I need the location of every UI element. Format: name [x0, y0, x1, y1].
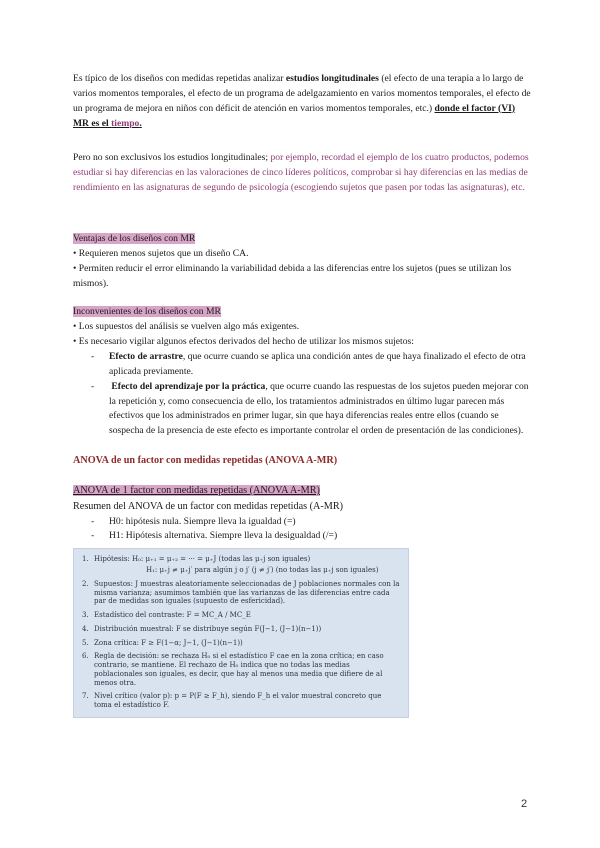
list-item: • Requieren menos sujetos que un diseño CA. [73, 247, 249, 259]
intro-paragraph-1: Es típico de los diseños con medidas repetidas analizar estudios longitudinales (el efecto de una terapia a lo largo de varios momentos temporales, el efecto de un programa de adelgazamiento en varios momentos temporales, el efecto de un programa de mejora en niños con déficit de atención en varios momentos temporales, etc.) donde el factor (VI) MR es el tiempo. [73, 73, 531, 129]
dash-item: - Efecto del aprendizaje por la práctica, que ocurre cuando las respuestas de los sujetos pueden mejorar con la repetición y, como consecuencia de ello, los tratamientos administrados en último lugar parecen más efectivos que los administrados en primer lugar, sin que haya diferencias reales entre ellos (cuando se sospecha de la presencia de este efecto es importante controlar el orden de presentación de las condiciones). [91, 380, 529, 437]
ventajas-section [73, 232, 533, 291]
section-title: Inconvenientes de los diseños con MR [73, 306, 221, 318]
list-item: • Permiten reducir el error eliminando la variabilidad debida a las diferencias entre los sujetos (pues se utilizan los mismos). [73, 262, 512, 289]
inconvenientes-section [73, 305, 533, 439]
page-number: 2 [521, 798, 528, 810]
dash-item: - H1: Hipótesis alternativa. Siempre lleva la desigualdad (/=) [91, 530, 338, 542]
document-page [73, 72, 533, 718]
anova-summary: Resumen del ANOVA de un factor con medidas repetidas (A-MR) [73, 500, 344, 512]
list-item: • Los supuestos del análisis se vuelven algo más exigentes. [73, 321, 300, 333]
list-item: • Es necesario vigilar algunos efectos derivados del hecho de utilizar los mismos sujetos: [73, 336, 414, 348]
highlight-term: tiempo [111, 117, 140, 129]
anova-subheading: ANOVA de 1 factor con medidas repetidas (ANOVA A-MR) [73, 485, 320, 496]
dash-item: - H0: hipótesis nula. Siempre lleva la igualdad (=) [91, 515, 296, 527]
intro-paragraph-2: Pero no son exclusivos los estudios longitudinales; por ejemplo, recordad el ejemplo de los cuatro productos, podemos estudiar si hay diferencias en las valoraciones de cinco líderes políticos, comprobar si hay diferencias en las medias de rendimiento en las asignaturas de segundo de psicología (escogiendo sujetos que pasen por todas las asignaturas), etc. [73, 152, 529, 194]
dash-item: - Efecto de arrastre, que ocurre cuando se aplica una condición antes de que haya finalizado el efecto de otra aplicada previamente. [91, 351, 526, 377]
anova-summary-image: 1. Hipótesis: H₀: μ₊₁ = μ₊₂ = ··· = μ₊J (todas las μ₊j son iguales) H₁: μ₊j ≠ μ₊j′ para algún j o j′ (j ≠ j′) (no todas las μ₊j son iguales) 2. Supuestos: J muestras aleatoriamente seleccionadas de J poblaciones normales con la misma varianza; asumimos también que las varianzas de las diferencias entre cada par de medidas son iguales (supuesto de esfericidad). 3. Estadístico del contraste: F = MC_A / MC_E 4. Distribución muestral: F se distribuye según F(J−1, (J−1)(n−1)) 5. Zona crítica: F ≥ F(1−α; J−1, (J−1)(n−1)) 6. Regla de decisión: se rechaza H₀ si el estadístico F cae en la zona crítica; en caso contrario, se mantiene. El rechazo de H₀ indica que no todas las medias poblacionales son iguales, es decir, que hay al menos una media que difiere de al menos otra. 7. Nivel crítico (valor p): p = P(F ≥ F_h), siendo F_h el valor muestral concreto que toma el estadístico F. [73, 548, 409, 718]
section-title: Ventajas de los diseños con MR [73, 233, 196, 245]
anova-heading: ANOVA de un factor con medidas repetidas (ANOVA A-MR) [73, 455, 338, 467]
bold-term: estudios longitudinales [285, 73, 379, 84]
